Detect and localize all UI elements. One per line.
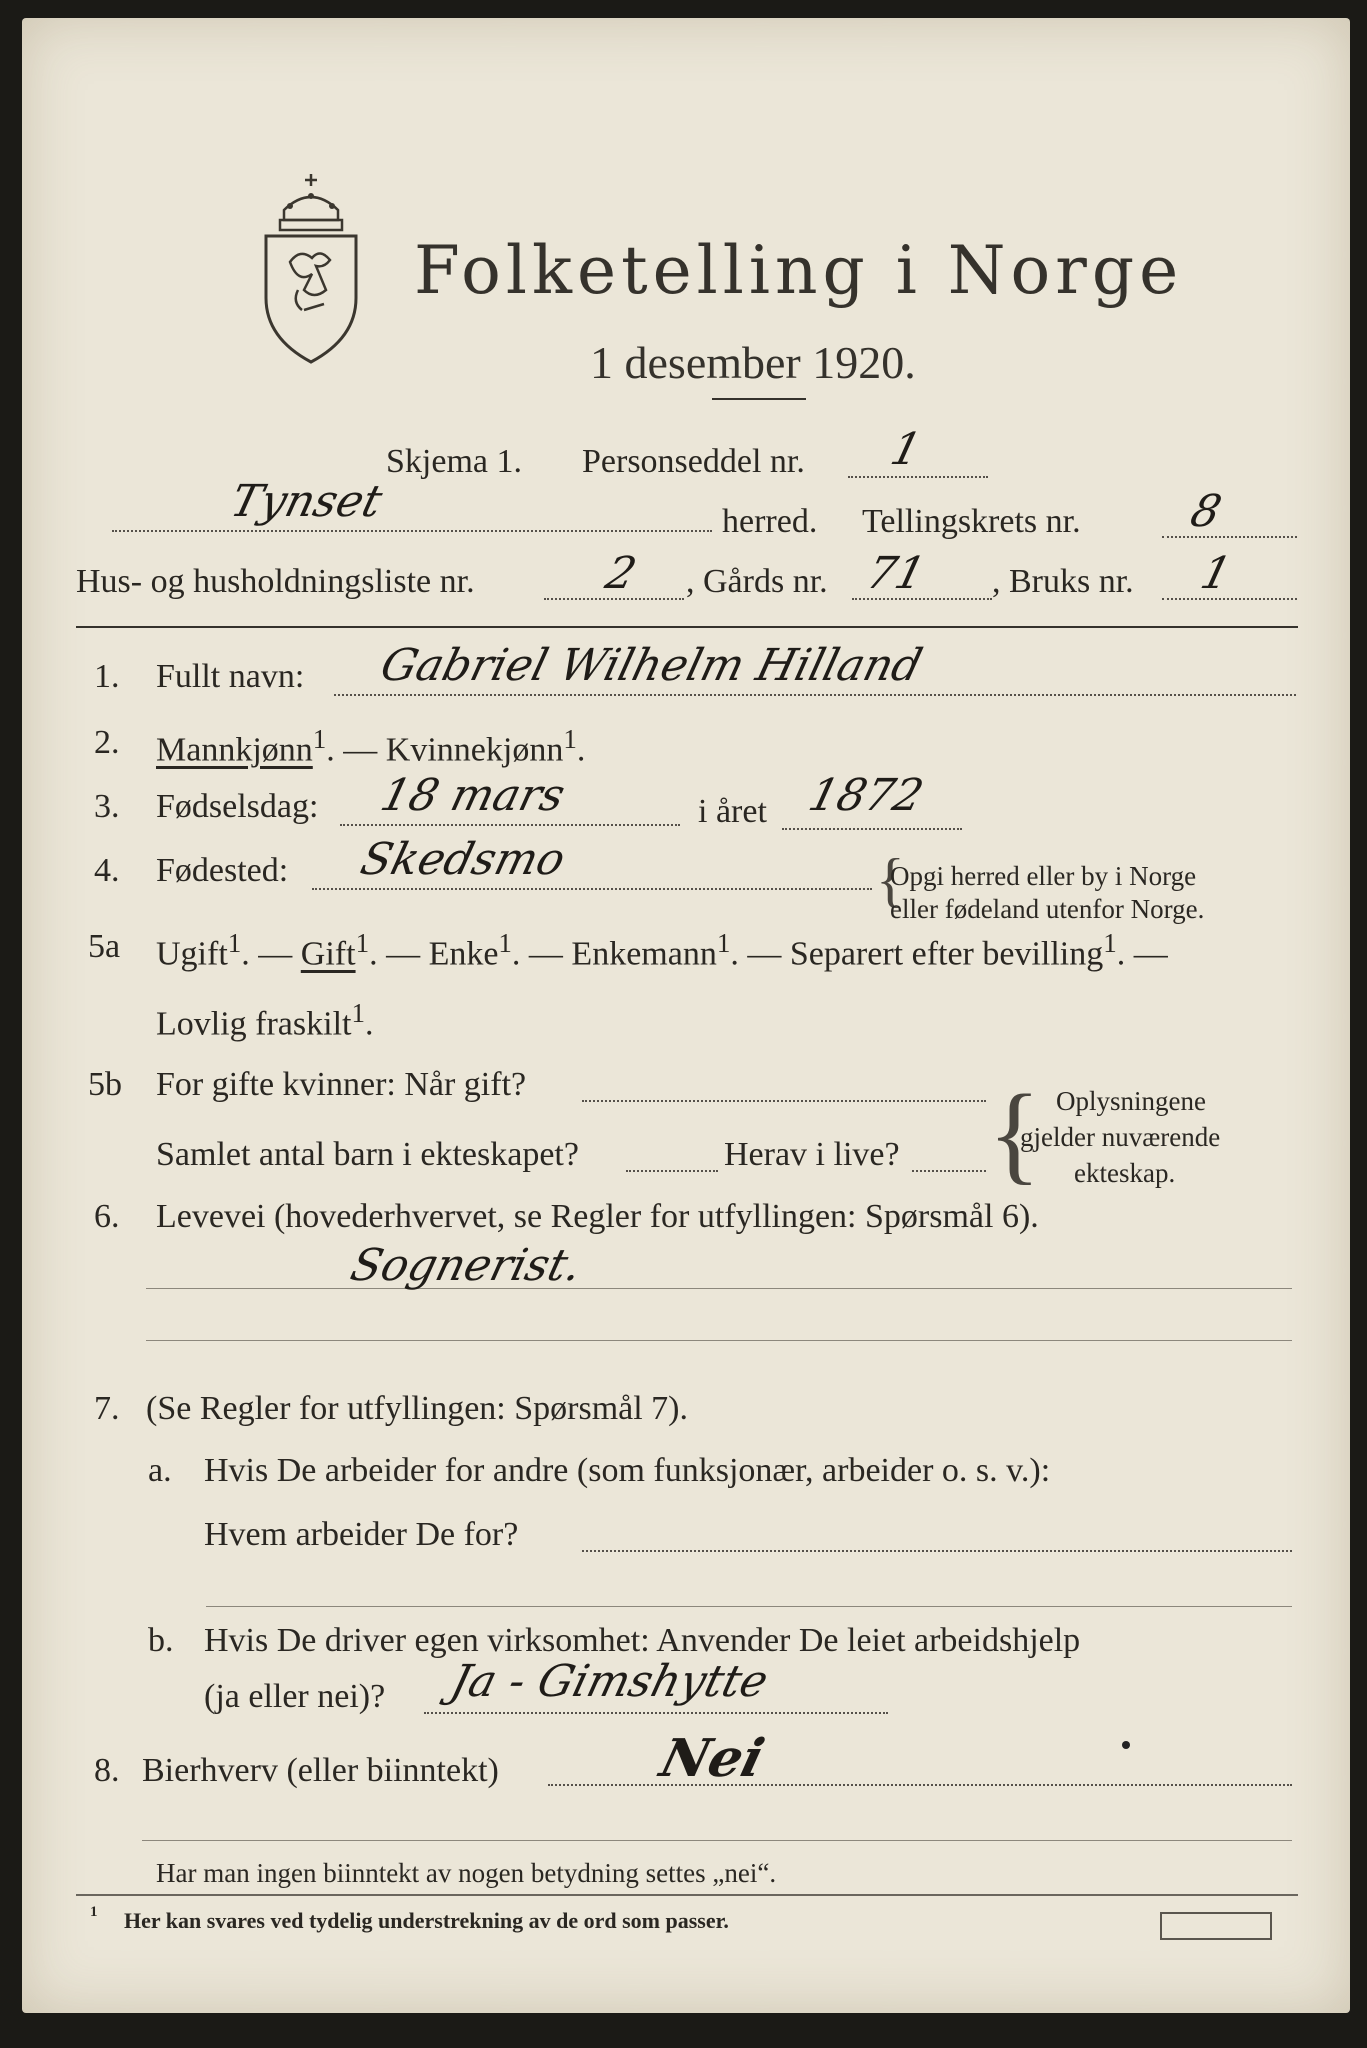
q5a-enke-option[interactable]: . — Enke <box>369 935 499 973</box>
q5b-line-1-field[interactable] <box>582 1100 986 1102</box>
q7b-line-2: (ja eller nei)? <box>204 1678 386 1715</box>
q5b-note-1: Oplysningene <box>1056 1086 1206 1116</box>
q1-label: Fullt navn: <box>156 658 305 695</box>
q7-label: (Se Regler for utfyllingen: Spørsmål 7). <box>146 1390 689 1427</box>
coat-of-arms-icon <box>254 170 368 370</box>
hus-label: Hus- og husholdningsliste nr. <box>76 563 475 600</box>
q5b-note-3: ekteskap. <box>1074 1158 1176 1188</box>
bruks-value[interactable]: 1 <box>1195 548 1237 599</box>
q5a-ugift-option[interactable]: Ugift <box>156 935 228 973</box>
q5b-line-1: For gifte kvinner: Når gift? <box>156 1066 527 1103</box>
bruks-line <box>1162 598 1297 600</box>
q7a-line-1: Hvis De arbeider for andre (som funksjonær, arbeider o. s. v.): <box>204 1452 1051 1489</box>
q8-number: 8. <box>94 1752 120 1789</box>
q3-year-line <box>782 828 962 830</box>
q8-label: Bierhverv (eller biinntekt) <box>142 1752 499 1789</box>
q5b-barn-field[interactable] <box>626 1170 718 1172</box>
footnote: Her kan svares ved tydelig understrekning av de ord som passer. <box>124 1908 729 1933</box>
q4-number: 4. <box>94 852 120 889</box>
title-rule <box>712 398 806 400</box>
q5a-enkemann-option[interactable]: . — Enkemann <box>511 935 717 973</box>
q1-line <box>334 694 1296 696</box>
q2-sup1: 1 <box>312 724 327 754</box>
q4-line <box>312 888 872 890</box>
footnote-mark: 1 <box>90 1904 98 1920</box>
q2-text <box>156 724 585 769</box>
q6-number: 6. <box>94 1198 120 1235</box>
herred-line <box>112 530 712 532</box>
bruks-label: , Bruks nr. <box>992 563 1134 600</box>
form-title: Folketelling i Norge <box>414 232 1184 309</box>
q7b-field[interactable] <box>424 1712 888 1714</box>
q2-male-option[interactable]: Mannkjønn <box>156 731 313 769</box>
q2-female-option[interactable]: . — Kvinnekjønn <box>326 731 564 769</box>
q6-label: Levevei (hovederhvervet, se Regler for utfyllingen: Spørsmål 6). <box>156 1198 1039 1235</box>
gards-value[interactable]: 71 <box>861 548 931 599</box>
q5a-fraskilt-option[interactable]: Lovlig fraskilt <box>156 1005 352 1043</box>
q5a-gift-option[interactable]: Gift <box>300 935 356 973</box>
tellingskrets-line <box>1162 536 1297 538</box>
q5b-line-2a: Samlet antal barn i ekteskapet? <box>156 1136 579 1173</box>
personseddel-label: Personseddel nr. <box>582 443 805 480</box>
q5b-number: 5b <box>88 1066 122 1103</box>
q4-note-2: eller fødeland utenfor Norge. <box>890 894 1205 924</box>
q5a-sep-1: . — <box>241 935 301 973</box>
q5a-line-2 <box>156 998 373 1043</box>
q4-brace: { <box>876 847 905 913</box>
herred-label: herred. <box>722 503 818 540</box>
q3-year-label: i året <box>698 793 767 830</box>
q5a-end: . <box>364 1005 374 1043</box>
q7-number: 7. <box>94 1390 120 1427</box>
q7a-field-1[interactable] <box>582 1550 1292 1552</box>
q7a-field-2[interactable] <box>206 1606 1292 1607</box>
q7b-value[interactable]: Ja - Gimshytte <box>445 1656 774 1707</box>
q5b-brace: { <box>988 1072 1041 1194</box>
ink-dot <box>1122 1741 1130 1749</box>
form-subtitle: 1 desember 1920. <box>590 337 916 388</box>
q3-label: Fødselsdag: <box>156 788 319 825</box>
q6-line-2[interactable] <box>146 1340 1292 1341</box>
census-form <box>22 18 1350 2013</box>
q6-value[interactable]: Sognerist. <box>345 1240 587 1291</box>
q8-field-2[interactable] <box>142 1840 1292 1841</box>
q5a-sup: 1 <box>351 998 365 1028</box>
q5a-options: Ugift$^1$. — Gift$^1$. — Enke$^1$. — Enkemann$^1$. — Separert efter bevilling$^1$. — <box>156 928 1168 973</box>
q7a-line-2: Hvem arbeider De for? <box>204 1516 519 1553</box>
q5a-number: 5a <box>88 928 121 965</box>
hus-value[interactable]: 2 <box>600 548 642 599</box>
q8-value[interactable]: Nei <box>654 1728 770 1789</box>
q7b-letter: b. <box>148 1622 174 1659</box>
skjema-label: Skjema 1. <box>386 443 522 480</box>
footer-note: Har man ingen biinntekt av nogen betydning settes „nei“. <box>156 1858 777 1888</box>
q5b-line-2b: Herav i live? <box>724 1136 900 1173</box>
q5b-live-field[interactable] <box>912 1170 986 1172</box>
q4-value[interactable]: Skedsmo <box>355 834 571 885</box>
q4-label: Fødested: <box>156 852 289 889</box>
personseddel-line <box>848 476 988 478</box>
footer-rule <box>76 1894 1298 1896</box>
q5a-separert-option[interactable]: . — Separert efter bevilling <box>730 935 1104 973</box>
tellingskrets-label: Tellingskrets nr. <box>862 503 1081 540</box>
q7b-line-1: Hvis De driver egen virksomhet: Anvender De leiet arbeidshjelp <box>204 1622 1081 1659</box>
gards-label: , Gårds nr. <box>686 563 828 600</box>
q2-end: . <box>576 731 586 769</box>
q1-number: 1. <box>94 658 120 695</box>
q2-number: 2. <box>94 724 120 761</box>
q2-sup2: 1 <box>563 724 577 754</box>
q6-line-1 <box>146 1288 1292 1289</box>
q3-line <box>340 824 680 826</box>
herred-value[interactable]: Tynset <box>225 476 388 527</box>
q5a-sep-end: . — <box>1116 935 1168 973</box>
section-rule <box>76 626 1298 628</box>
q3-number: 3. <box>94 788 120 825</box>
q3-value[interactable]: 18 mars <box>375 770 570 821</box>
q5b-note-2: gjelder nuværende <box>1020 1122 1221 1152</box>
personseddel-value[interactable]: 1 <box>885 424 927 475</box>
q4-note-1: Opgi herred eller by i Norge <box>890 861 1197 891</box>
printer-stamp <box>1160 1912 1272 1940</box>
q3-year-value[interactable]: 1872 <box>803 770 929 821</box>
q7a-letter: a. <box>148 1452 172 1489</box>
q1-value[interactable]: Gabriel Wilhelm Hilland <box>375 640 928 691</box>
tellingskrets-value[interactable]: 8 <box>1185 486 1227 537</box>
